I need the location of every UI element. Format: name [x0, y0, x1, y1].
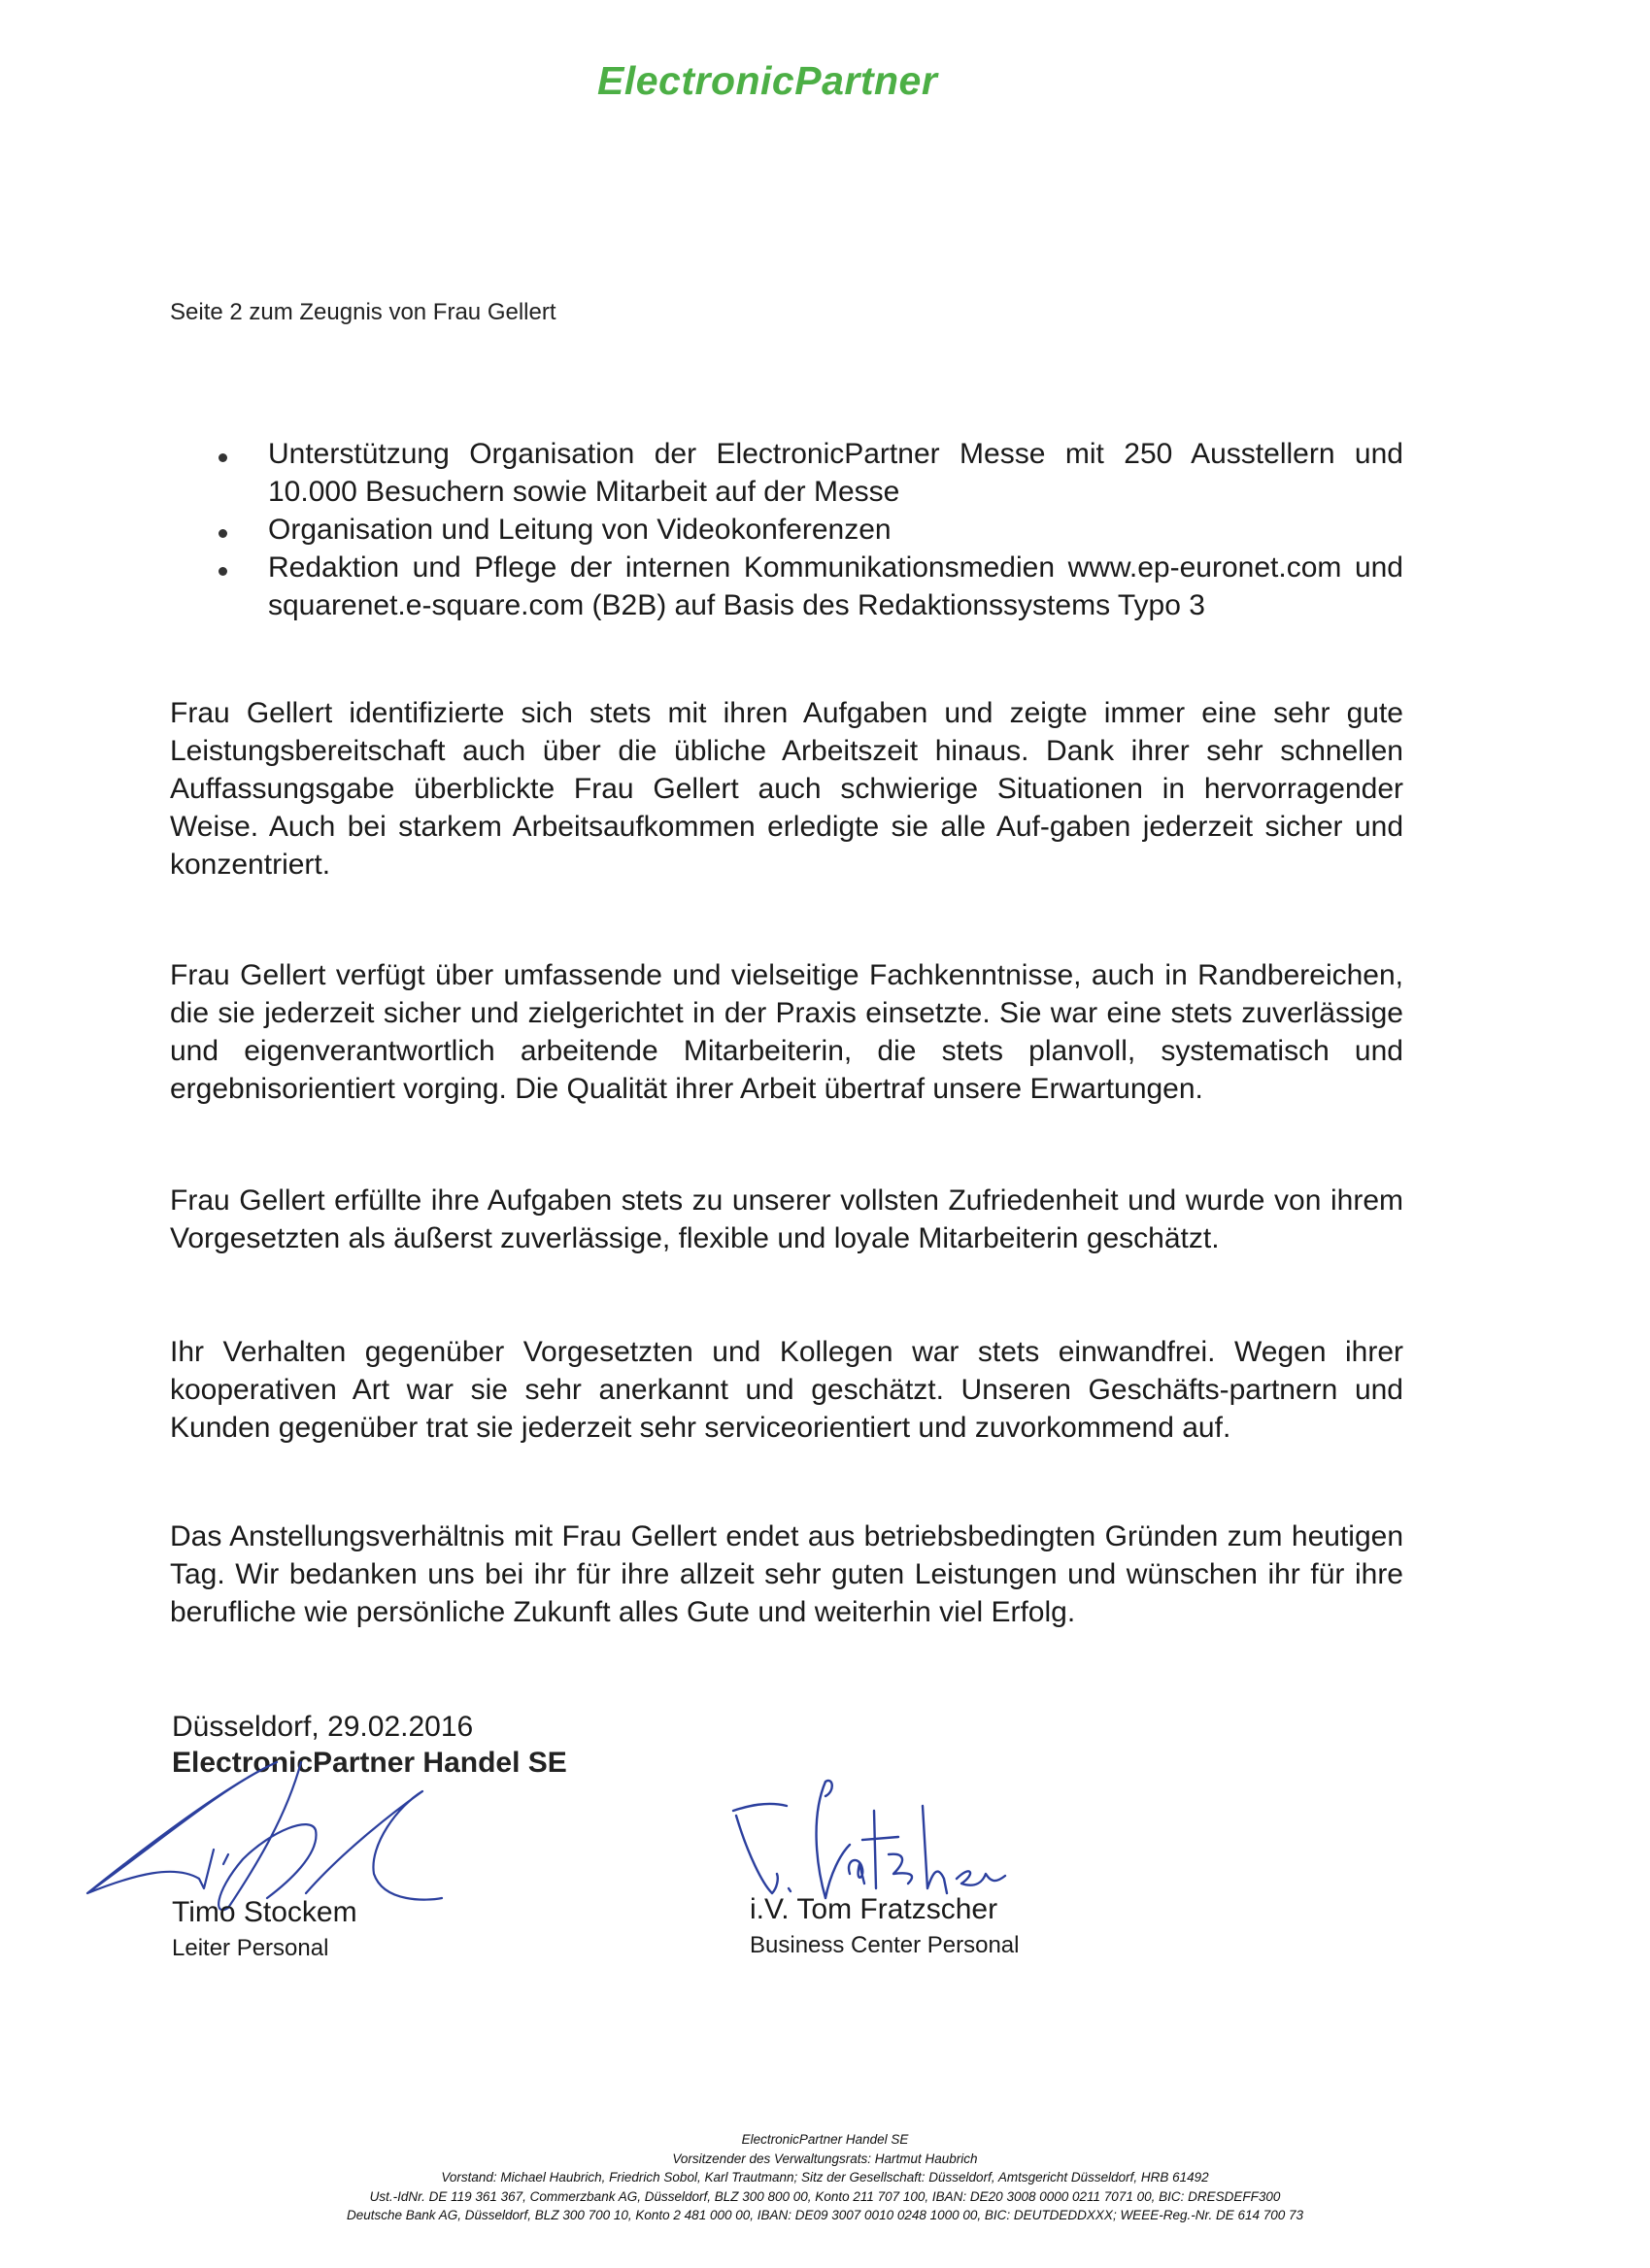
list-item [170, 435, 1403, 511]
signature-stroke [219, 1762, 316, 1910]
company-footer [0, 2130, 1650, 2225]
signature-stroke [923, 1806, 947, 1893]
list-item-text: Organisation und Leitung von Videokonferenzen [268, 514, 892, 546]
paragraph-expertise: Frau Gellert verfügt über umfassende und vielseitige Fachkenntnisse, auch in Randbereichen, die sie jederzeit sicher und zielgerichtet in der Praxis einsetzte. Sie war eine stets zuverlässige und eigenverantwortlich arbeitende Mitarbeiterin, die stets planvoll, systematisch und ergebnisorientiert vorging. Die Qualität ihrer Arbeit übertraf unsere Erwartungen. [170, 959, 1403, 1105]
signature-stroke [862, 1811, 898, 1888]
signature-stroke [817, 1781, 850, 1898]
list-item [170, 511, 1403, 549]
list-item-text: Unterstützung Organisation der ElectronicPartner Messe mit 250 Ausstellern und 10.000 Besuchern sowie Mitarbeit auf der Messe [268, 438, 1403, 508]
signature-stroke [733, 1804, 787, 1893]
signature-stroke [849, 1860, 864, 1884]
list-item [170, 549, 1403, 624]
footer-line: Vorsitzender des Verwaltungsrats: Hartmut Haubrich [672, 2151, 978, 2166]
signer-name: i.V. Tom Fratzscher [750, 1893, 998, 1925]
signature-stroke [306, 1791, 442, 1900]
footer-line: ElectronicPartner Handel SE [741, 2132, 909, 2147]
signer-name: Timo Stockem [172, 1896, 357, 1928]
footer-line: Ust.-IdNr. DE 119 361 367, Commerzbank AG, Düsseldorf, BLZ 300 800 00, Konto 211 707 100, IBAN: DE20 3008 0000 0211 7071 00, BIC: DRESDEFF300 [369, 2188, 1281, 2204]
signature-stroke [789, 1888, 791, 1891]
paragraph-termination: Das Anstellungsverhältnis mit Frau Gellert endet aus betriebsbedingten Gründen zum heutigen Tag. Wir bedanken uns bei ihr für ihre allzeit sehr guten Leistungen und wünschen ihr für ihre berufliche wie persönliche Zukunft alles Gute und weiterhin viel Erfolg. [170, 1520, 1403, 1628]
signature-stroke [87, 1762, 277, 1893]
company-logo: ElectronicPartner [597, 58, 938, 103]
signature-stroke [223, 1854, 228, 1864]
list-item-text: Redaktion und Pflege der internen Kommunikationsmedien www.ep-euronet.com und squarenet.e-square.com (B2B) auf Basis des Redaktionssystems Typo 3 [268, 551, 1403, 621]
footer-line: Vorstand: Michael Haubrich, Friedrich Sobol, Karl Trautmann; Sitz der Gesellschaft: Düsseldorf, Amtsgericht Düsseldorf, HRB 61492 [441, 2170, 1209, 2185]
footer-line: Deutsche Bank AG, Düsseldorf, BLZ 300 700 10, Konto 2 481 000 00, IBAN: DE09 3007 0010 0248 1000 00, BIC: DEUTDEDDXXX; WEEE-Reg.-Nr. DE 614 700 73 [346, 2208, 1304, 2222]
page-reference: Seite 2 zum Zeugnis von Frau Gellert [170, 299, 556, 325]
signer-title: Leiter Personal [172, 1935, 329, 1961]
company-name: ElectronicPartner Handel SE [172, 1747, 567, 1779]
bullet-icon [219, 529, 227, 538]
responsibilities-list [170, 435, 1403, 624]
paragraph-conduct: Ihr Verhalten gegenüber Vorgesetzten und Kollegen war stets einwandfrei. Wegen ihrer kooperativen Art war sie sehr anerkannt und geschätzt. Unseren Geschäfts-partnern und Kunden gegenüber trat sie jederzeit sehr serviceorientiert und zuvorkommend auf. [170, 1336, 1403, 1444]
place-and-date: Düsseldorf, 29.02.2016 [172, 1711, 474, 1743]
bullet-icon [219, 453, 227, 462]
bullet-icon [219, 567, 227, 576]
signature-stroke [957, 1871, 1005, 1884]
paragraph-performance: Frau Gellert identifizierte sich stets mit ihren Aufgaben und zeigte immer eine sehr gute Leistungsbereitschaft auch über die übliche Arbeitszeit hinaus. Dank ihrer sehr schnellen Auffassungsgabe überblickte Frau Gellert auch schwierige Situationen in hervorragender Weise. Auch bei starkem Arbeitsaufkommen erledigte sie alle Auf-gaben jederzeit sicher und konzentriert. [170, 697, 1403, 881]
signature-stroke [889, 1854, 912, 1884]
paragraph-satisfaction: Frau Gellert erfüllte ihre Aufgaben stets zu unserer vollsten Zufriedenheit und wurde von ihrem Vorgesetzten als äußerst zuverlässige, flexible und loyale Mitarbeiterin geschätzt. [170, 1184, 1403, 1254]
signer-title: Business Center Personal [750, 1932, 1020, 1958]
